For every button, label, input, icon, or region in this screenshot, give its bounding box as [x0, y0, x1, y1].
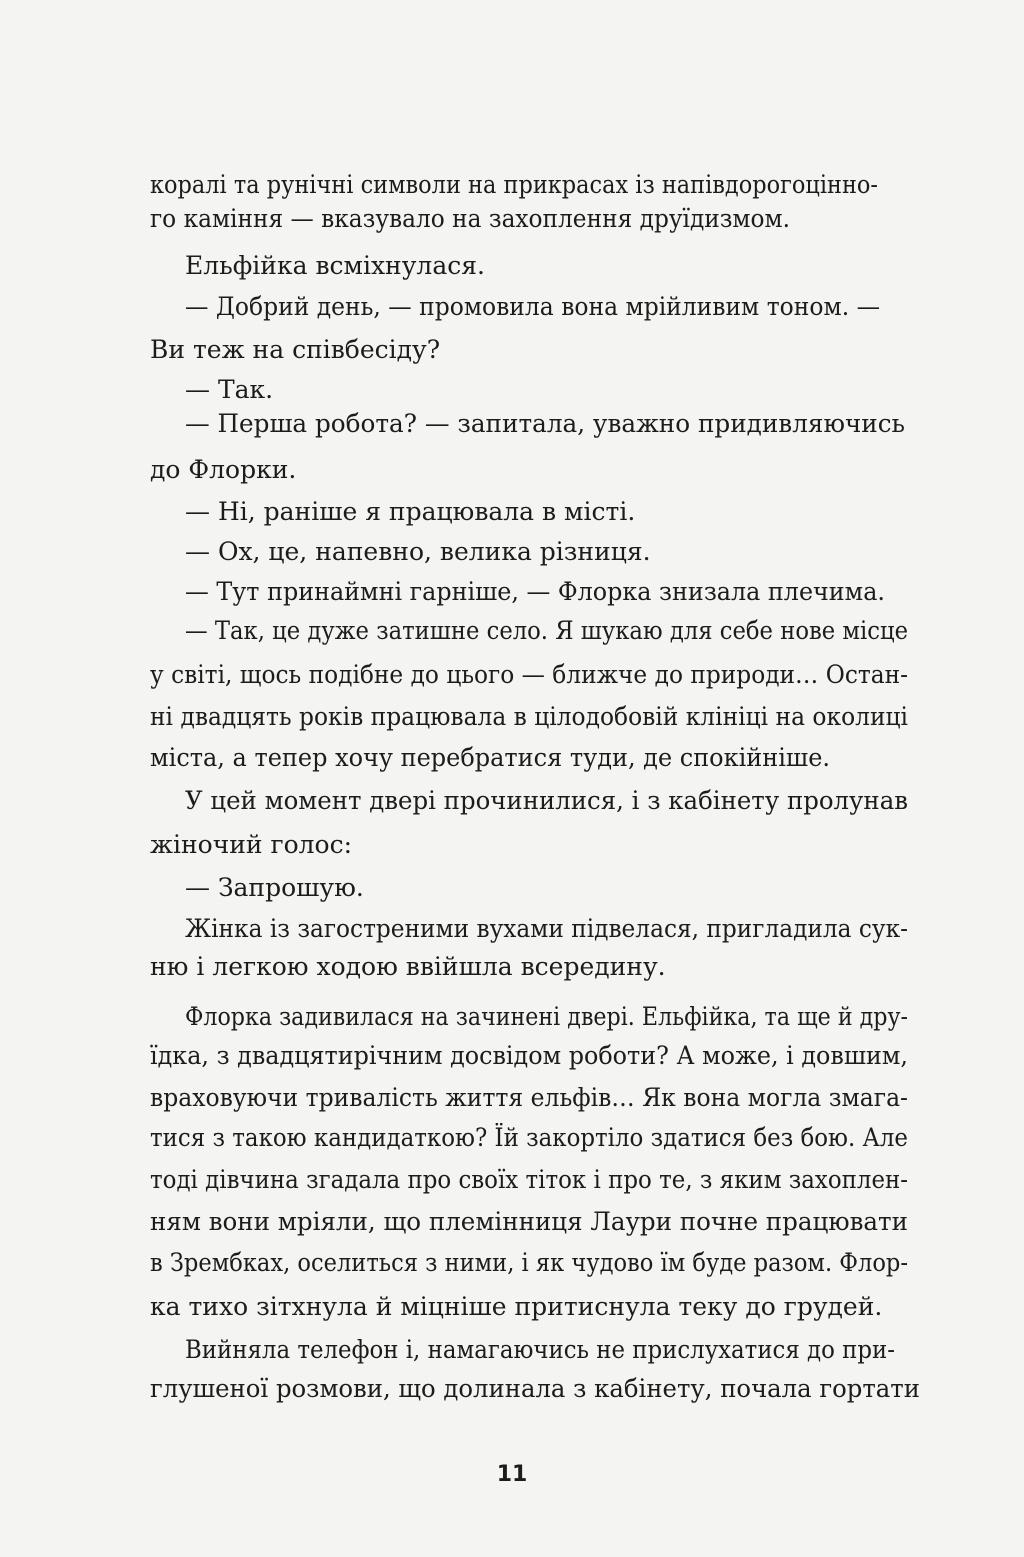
text-line-content: — Ні, раніше я працювала в місті. [185, 497, 636, 526]
text-line-content: тоді дівчина згадала про своїх тіток і про те, з яким захоплен- [150, 1165, 908, 1194]
text-line-content: глушеної розмови, що долинала з кабінету, почала гортати [150, 1374, 920, 1403]
text-line-content: коралі та рунічні символи на прикрасах із напівдорогоцінно- [150, 170, 878, 199]
text-line [0, 244, 1024, 288]
text-line-content: міста, а тепер хочу перебратися туди, де спокійніше. [150, 743, 830, 772]
text-line [0, 530, 1024, 574]
text-line [0, 736, 1024, 780]
text-line-content: — Перша робота? — запитала, уважно придивляючись [185, 409, 905, 438]
text-line [0, 490, 1024, 534]
text-line [0, 823, 1024, 867]
text-line-content: враховуючи тривалість життя ельфів… Як вона могла змага- [150, 1083, 908, 1112]
text-line-content: тися з такою кандидаткою? Їй закортіло здатися без бою. Але [150, 1123, 908, 1152]
text-line [0, 945, 1024, 989]
text-line [0, 1328, 1024, 1372]
text-line-content: — Тут принаймні гарніше, — Флорка знизала плечима. [185, 577, 885, 606]
text-line-content: ка тихо зітхнула й міцніше притиснула теку до грудей. [150, 1292, 883, 1321]
text-line-content: Жінка із загостреними вухами підвелася, пригладила сук- [185, 914, 908, 943]
text-line [0, 695, 1024, 739]
text-line [0, 448, 1024, 492]
text-line [0, 1285, 1024, 1329]
text-line [0, 1116, 1024, 1160]
text-line [0, 653, 1024, 697]
text-line [0, 1034, 1024, 1078]
text-line [0, 1367, 1024, 1411]
text-line [0, 1158, 1024, 1202]
text-line [0, 995, 1024, 1039]
text-line [0, 328, 1024, 372]
text-line-content: їдка, з двадцятирічним досвідом роботи? А може, і довшим, [150, 1041, 908, 1070]
text-line-content: — Добрий день, — промовила вона мрійливим тоном. — [185, 292, 880, 321]
text-line [0, 1241, 1024, 1285]
text-line-content: — Так, це дуже затишне село. Я шукаю для себе нове місце [185, 616, 908, 645]
text-line-content: Ельфійка всміхнулася. [185, 251, 485, 280]
text-line [0, 779, 1024, 823]
text-line-content: ням вони мріяли, що племінниця Лаури почне працювати [150, 1207, 908, 1236]
text-line [0, 1076, 1024, 1120]
text-line-content: жіночий голос: [150, 830, 353, 859]
text-line-content: — Запрошую. [185, 873, 364, 902]
text-line-content: го каміння — вказувало на захоплення друїдизмом. [150, 204, 790, 233]
text-line-content: ні двадцять років працювала в цілодобовій клініці на околиці [150, 702, 908, 731]
text-line [0, 402, 1024, 446]
text-line-content: У цей момент двері прочинилися, і з кабінету пролунав [185, 786, 908, 815]
page-number: 11 [496, 1462, 528, 1487]
text-line-content: у світі, щось подібне до цього — ближче до природи… Остан- [150, 660, 908, 689]
text-line-content: Флорка задивилася на зачинені двері. Ельфійка, та ще й дру- [185, 1002, 908, 1031]
text-line [0, 866, 1024, 910]
text-line [0, 197, 1024, 241]
text-line [0, 285, 1024, 329]
text-line-content: в Зрембках, оселиться з ними, і як чудово їм буде разом. Флор- [150, 1248, 908, 1277]
text-line [0, 609, 1024, 653]
text-line-content: — Ох, це, напевно, велика різниця. [185, 537, 651, 566]
text-line-content: Вийняла телефон і, намагаючись не прислухатися до при- [185, 1335, 895, 1364]
text-line-content: ню і легкою ходою ввійшла всередину. [150, 952, 666, 981]
text-line-content: — Так. [185, 375, 274, 404]
text-line [0, 1200, 1024, 1244]
text-line-content: Ви теж на співбесіду? [150, 335, 441, 364]
text-line-content: до Флорки. [150, 455, 297, 484]
text-line [0, 570, 1024, 614]
